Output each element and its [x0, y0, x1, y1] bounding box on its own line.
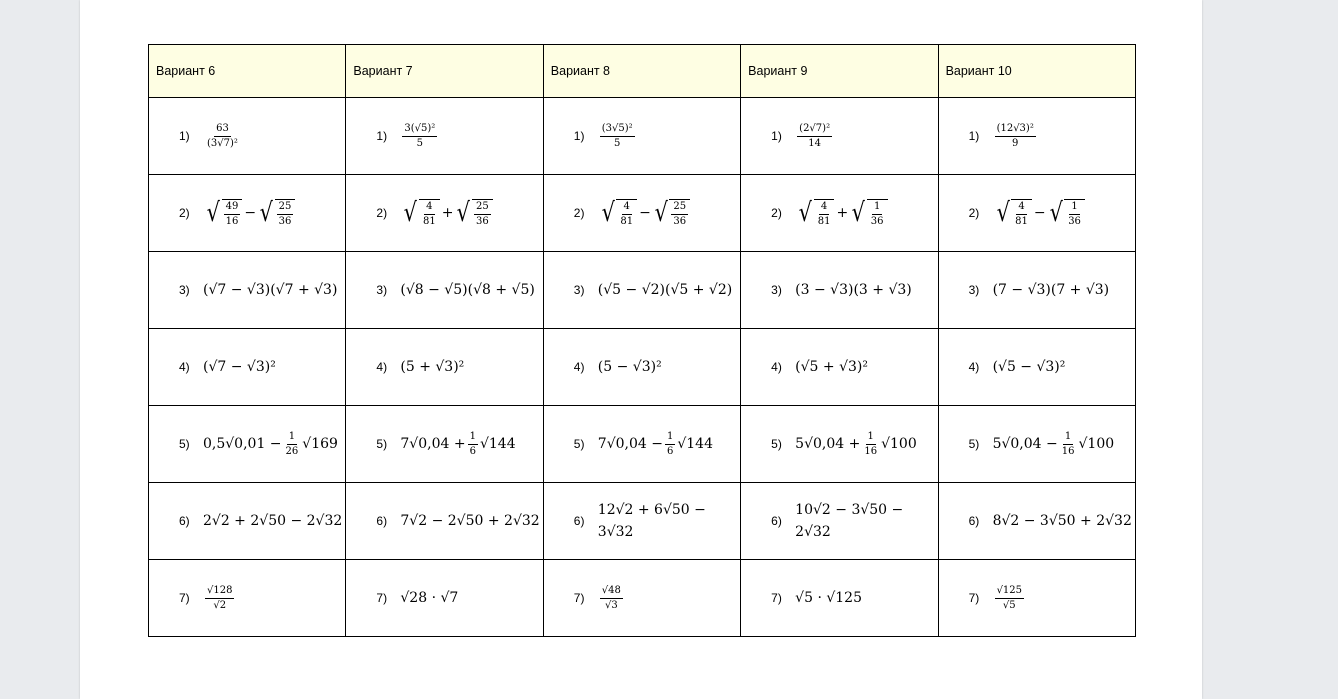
task-expression: (3 − √3)(3 + √3) [795, 282, 912, 298]
task-number: 3) [179, 283, 190, 297]
task-number: 1) [968, 129, 980, 143]
task-number: 5) [771, 437, 782, 451]
radical-fraction: √ $\frac{49}{16}$ [205, 199, 242, 227]
task-expression: 12√2 + 6√50 − 3√32 [597, 502, 706, 540]
task-number: 6) [376, 514, 388, 528]
radical-fraction: √ $\frac{4}{81}$ [600, 199, 637, 227]
task-expression: √28 · √7 [400, 590, 459, 606]
header-variant-10: Вариант 10 [938, 45, 1135, 98]
task-number: 4) [968, 360, 980, 374]
task-item: 5) 5√0,04 − $\frac{1}{16}$ √100 [968, 431, 1115, 457]
header-variant-6: Вариант 6 [149, 45, 346, 98]
table-row [149, 329, 1136, 406]
task-number: 5) [573, 437, 585, 451]
task-number: 7) [968, 591, 980, 605]
task-expression: (√5 − √3)² [992, 359, 1066, 375]
task-expression: (√5 − √2)(√5 + √2) [597, 282, 733, 298]
task-number: 2) [771, 206, 782, 220]
task-fraction: $\frac{63}{\text{(3√7)²}}$ [207, 123, 238, 149]
task-number: 2) [968, 206, 980, 220]
header-row [149, 45, 1136, 98]
task-item: 2) √ $\frac{4}{81}$ − √ $\frac{1}{36}$ [939, 199, 1135, 227]
task-number: 5) [179, 437, 190, 451]
radical-fraction: √ $\frac{25}{36}$ [258, 199, 295, 227]
task-item: 5) 5√0,04 + $\frac{1}{16}$ √100 [771, 431, 917, 457]
task-number: 5) [968, 437, 980, 451]
task-item: 5) 7√0,04 − $\frac{1}{6}$ √144 [573, 431, 713, 457]
task-fraction: $\frac{√48}{√3}$ [601, 585, 621, 611]
task-item [544, 359, 740, 375]
table-row [149, 406, 1136, 483]
task-number: 6) [968, 514, 980, 528]
task-item [544, 585, 740, 611]
task-number: 3) [968, 283, 980, 297]
task-number: 2) [376, 206, 388, 220]
task-expression: (7 − √3)(7 + √3) [992, 282, 1110, 298]
radical-fraction: √ $\frac{25}{36}$ [653, 199, 690, 227]
task-number: 1) [771, 129, 782, 143]
task-number: 7) [376, 591, 388, 605]
task-item [544, 282, 740, 298]
task-expression: (√7 − √3)² [203, 359, 276, 375]
task-number: 5) [376, 437, 388, 451]
task-expression: (√7 − √3)(√7 + √3) [203, 282, 338, 298]
task-expression: 7√2 − 2√50 + 2√32 [400, 513, 540, 529]
task-item [741, 359, 937, 375]
task-expression: (5 − √3)² [597, 359, 662, 375]
task-item [544, 123, 740, 149]
task-item: 2) √ $\frac{4}{81}$ + √ $\frac{1}{36}$ [741, 199, 937, 227]
task-item [346, 123, 542, 149]
radical-fraction: √ $\frac{4}{81}$ [402, 199, 439, 227]
task-item [939, 585, 1135, 611]
task-fraction: $\frac{\text{(3√5)²}}{5}$ [601, 123, 633, 149]
task-item: 2) √ $\frac{49}{16}$ − √ $\frac{25}{36}$ [149, 199, 345, 227]
task-item [939, 513, 1135, 529]
task-item [741, 123, 937, 149]
radical-fraction: √ $\frac{4}{81}$ [995, 199, 1032, 227]
task-item [939, 123, 1135, 149]
task-item [149, 123, 345, 149]
task-number: 3) [771, 283, 782, 297]
task-item: 2) √ $\frac{4}{81}$ + √ $\frac{25}{36}$ [346, 199, 542, 227]
task-item [149, 359, 345, 375]
task-fraction: $\frac{\text{3(√5)²}}{5}$ [404, 123, 436, 149]
task-number: 1) [376, 129, 388, 143]
task-number: 2) [179, 206, 190, 220]
task-expression: 2√2 + 2√50 − 2√32 [203, 513, 343, 529]
radical-fraction: √ $\frac{1}{36}$ [850, 199, 887, 227]
task-item [346, 359, 542, 375]
header-variant-7: Вариант 7 [346, 45, 543, 98]
table-row [149, 98, 1136, 175]
radical-fraction: √ $\frac{4}{81}$ [797, 199, 834, 227]
task-item [741, 499, 937, 543]
task-number: 1) [179, 129, 190, 143]
table-row [149, 483, 1136, 560]
header-variant-8: Вариант 8 [543, 45, 740, 98]
table-row [149, 175, 1136, 252]
task-number: 4) [179, 360, 190, 374]
task-item [346, 513, 542, 529]
task-item [346, 590, 542, 606]
task-expression: (√5 + √3)² [795, 359, 868, 375]
task-number: 1) [573, 129, 585, 143]
task-fraction: $\frac{\text{(12√3)²}}{9}$ [996, 123, 1034, 149]
table-row [149, 560, 1136, 637]
task-number: 3) [376, 283, 388, 297]
task-item [544, 499, 740, 543]
task-number: 4) [771, 360, 782, 374]
task-expression: 10√2 − 3√50 − 2√32 [795, 502, 904, 540]
document-page [80, 0, 1202, 699]
task-item: 5) 7√0,04 + $\frac{1}{6}$ √144 [376, 431, 516, 457]
task-item [346, 282, 542, 298]
task-number: 7) [771, 591, 782, 605]
task-number: 4) [376, 360, 388, 374]
task-item [149, 585, 345, 611]
task-item [149, 513, 345, 529]
radical-fraction: √ $\frac{25}{36}$ [455, 199, 492, 227]
task-number: 6) [179, 514, 190, 528]
task-item [741, 282, 937, 298]
task-number: 6) [573, 514, 585, 528]
task-item [939, 359, 1135, 375]
task-expression: (√8 − √5)(√8 + √5) [400, 282, 535, 298]
task-item [741, 590, 937, 606]
task-item [939, 282, 1135, 298]
table-row [149, 252, 1136, 329]
task-item [149, 282, 345, 298]
variants-table [148, 44, 1136, 637]
task-fraction: $\frac{√125}{√5}$ [996, 585, 1023, 611]
task-number: 7) [179, 591, 190, 605]
task-item: 2) √ $\frac{4}{81}$ − √ $\frac{25}{36}$ [544, 199, 740, 227]
radical-fraction: √ $\frac{1}{36}$ [1048, 199, 1085, 227]
task-number: 3) [573, 283, 585, 297]
task-number: 7) [573, 591, 585, 605]
task-expression: 8√2 − 3√50 + 2√32 [992, 513, 1132, 529]
task-number: 6) [771, 514, 782, 528]
task-fraction: $\frac{\text{(2√7)²}}{14}$ [799, 123, 831, 149]
task-expression: (5 + √3)² [400, 359, 465, 375]
task-number: 4) [573, 360, 585, 374]
header-variant-9: Вариант 9 [741, 45, 938, 98]
task-expression: √5 · √125 [795, 590, 862, 606]
task-number: 2) [573, 206, 585, 220]
task-fraction: $\frac{√128}{√2}$ [207, 585, 233, 611]
task-item: 5) 0,5√0,01 − $\frac{1}{26}$ √169 [179, 431, 338, 457]
